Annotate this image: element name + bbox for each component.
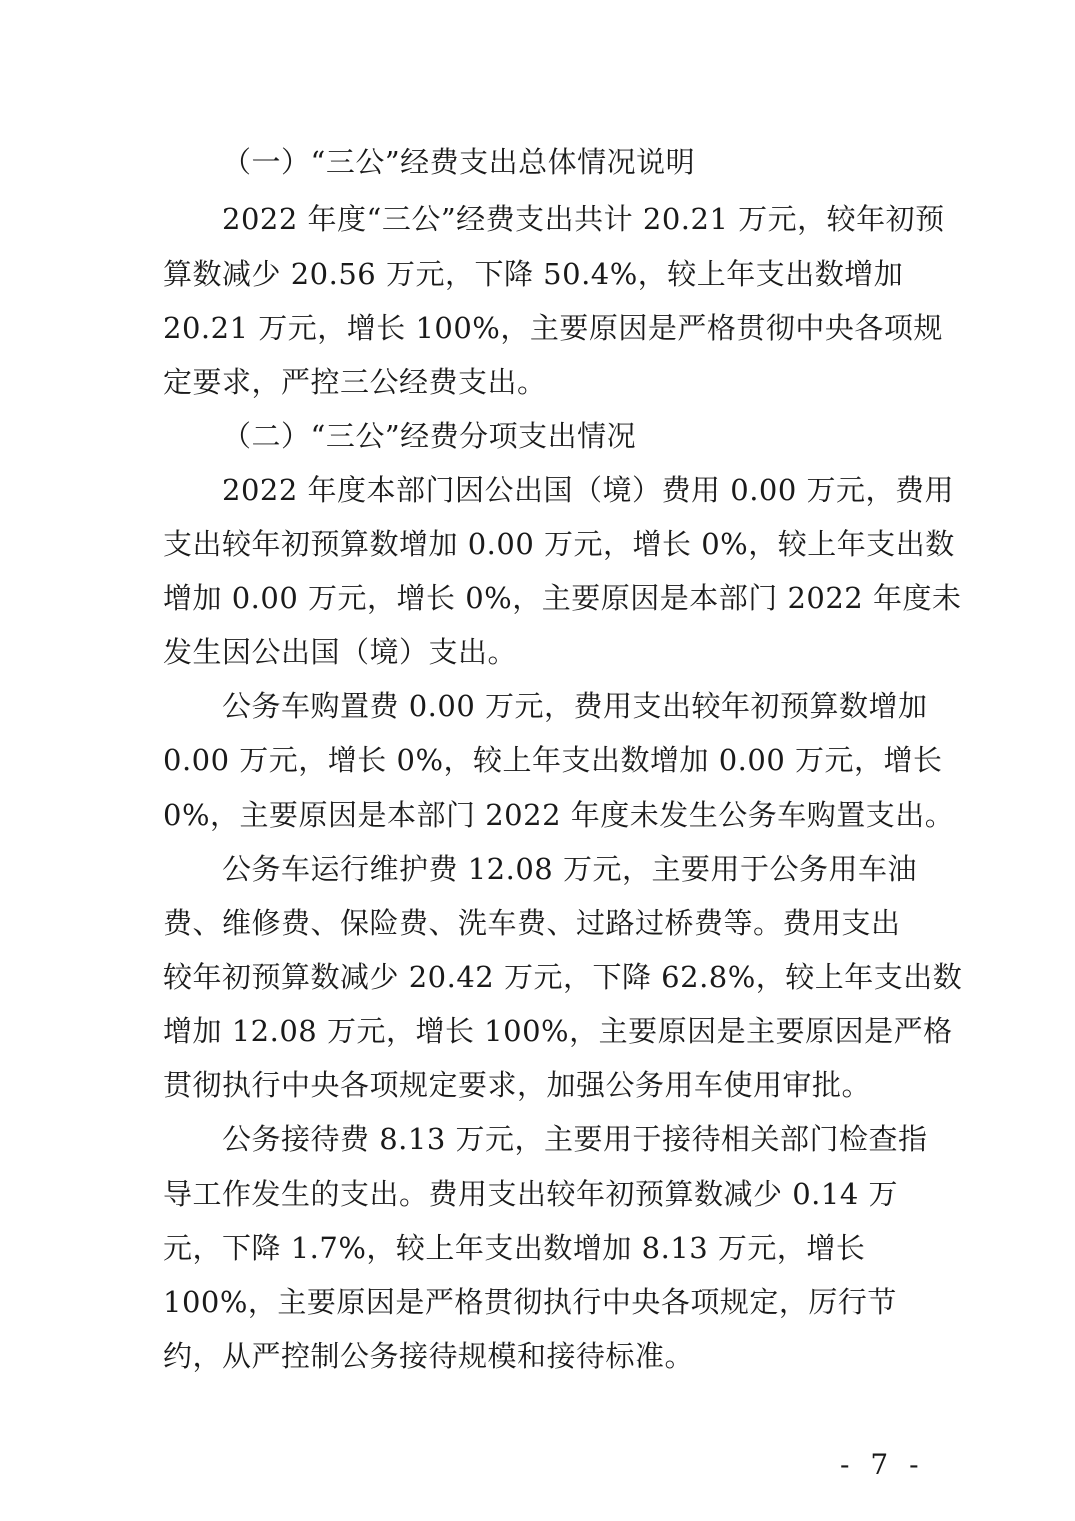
paragraph-line: 公务车运行维护费 12.08 万元，主要用于公务用车油 [222,852,917,886]
section-heading-1: （一）“三公”经费支出总体情况说明 [222,145,696,179]
paragraph-line: 导工作发生的支出。费用支出较年初预算数减少 0.14 万 [163,1177,899,1211]
paragraph-line: 2022 年度本部门因公出国（境）费用 0.00 万元，费用 [222,473,955,507]
paragraph-line: 2022 年度“三公”经费支出共计 20.21 万元，较年初预 [222,202,945,236]
paragraph-line: 费、维修费、保险费、洗车费、过路过桥费等。费用支出 [163,906,901,940]
paragraph-line: 增加 0.00 万元，增长 0%，主要原因是本部门 2022 年度未 [163,581,962,615]
paragraph-line: 20.21 万元，增长 100%，主要原因是严格贯彻中央各项规 [163,311,943,345]
paragraph-line: 增加 12.08 万元，增长 100%，主要原因是主要原因是严格 [163,1014,953,1048]
paragraph-line: 元，下降 1.7%，较上年支出数增加 8.13 万元，增长 [163,1231,866,1265]
paragraph-line: 100%，主要原因是严格贯彻执行中央各项规定，厉行节 [163,1285,897,1319]
paragraph-line: 算数减少 20.56 万元，下降 50.4%，较上年支出数增加 [163,257,904,291]
paragraph-line: 支出较年初预算数增加 0.00 万元，增长 0%，较上年支出数 [163,527,955,561]
paragraph-line: 公务接待费 8.13 万元，主要用于接待相关部门检查指 [222,1122,928,1156]
paragraph-line: 较年初预算数减少 20.42 万元，下降 62.8%，较上年支出数 [163,960,963,994]
paragraph-line: 0%，主要原因是本部门 2022 年度未发生公务车购置支出。 [163,798,955,832]
paragraph-line: 公务车购置费 0.00 万元，费用支出较年初预算数增加 [222,689,928,723]
paragraph-line: 发生因公出国（境）支出。 [163,635,518,669]
page-number: - 7 - [840,1448,925,1481]
paragraph-line: 定要求，严控三公经费支出。 [163,365,547,399]
paragraph-line: 约，从严控制公务接待规模和接待标准。 [163,1339,695,1373]
section-heading-2: （二）“三公”经费分项支出情况 [222,419,637,453]
paragraph-line: 贯彻执行中央各项规定要求，加强公务用车使用审批。 [163,1068,872,1102]
paragraph-line: 0.00 万元，增长 0%，较上年支出数增加 0.00 万元，增长 [163,743,943,777]
